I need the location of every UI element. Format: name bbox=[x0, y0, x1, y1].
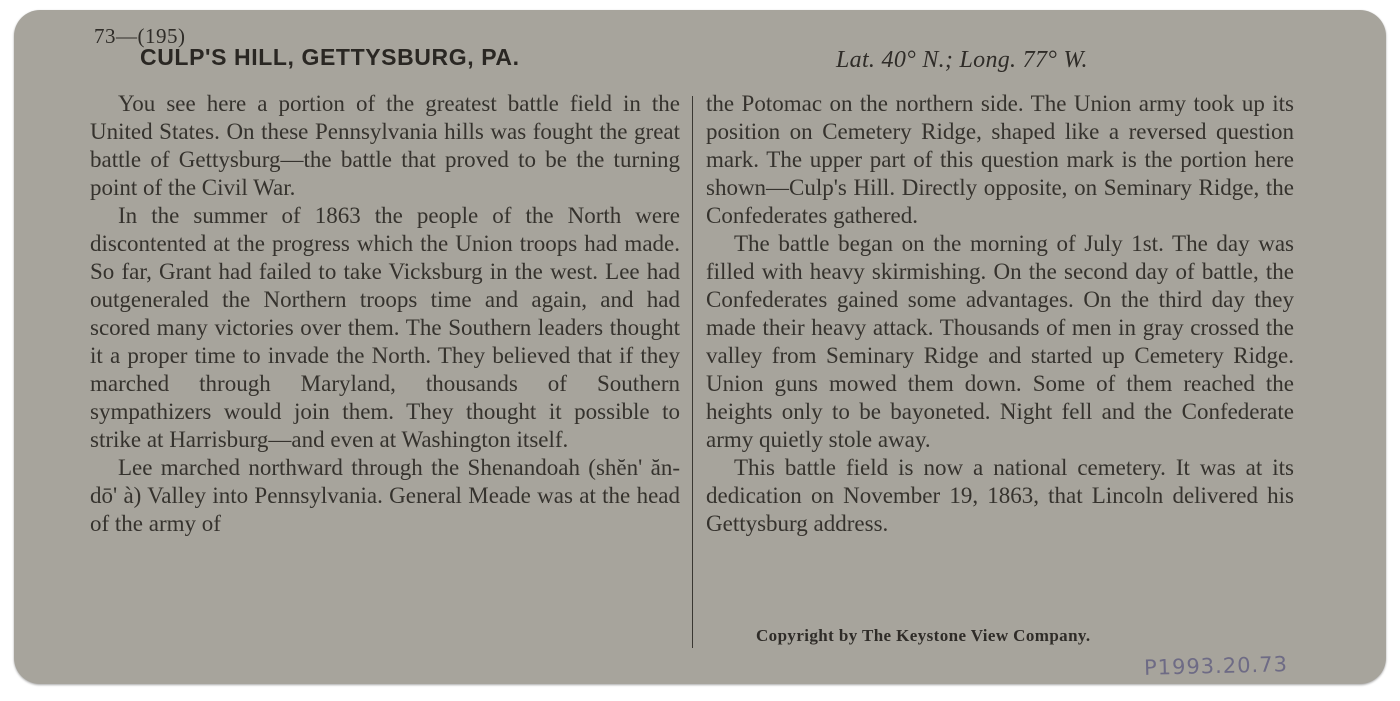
stereograph-card-back bbox=[14, 10, 1386, 684]
card-number: 73—(195) bbox=[94, 24, 186, 48]
catalog-number: P1993.20.73 bbox=[1143, 652, 1289, 680]
paragraph: This battle field is now a national cemetery. It was at its dedication on November 19, 1863, that Lincoln delivered his Gettysburg address. bbox=[706, 455, 1294, 536]
copyright-notice: Copyright by The Keystone View Company. bbox=[756, 626, 1091, 645]
column-divider bbox=[692, 96, 693, 648]
paragraph: In the summer of 1863 the people of the North were discontented at the progress which the Union troops had made. So far, Grant had failed to take Vicksburg in the west. Lee had outgeneraled the Northern troops time and again, and had scored many victories over them. The Southern leaders thought it a proper time to invade the North. They believed that if they marched through Maryland, thousands of Southern sympathizers would join them. They thought it possible to strike at Harrisburg—and even at Washington itself. bbox=[90, 203, 680, 452]
coordinates: Lat. 40° N.; Long. 77° W. bbox=[836, 47, 1088, 73]
paragraph: You see here a portion of the greatest battle field in the United States. On these Pennsylvania hills was fought the great battle of Gettysburg—the battle that proved to be the turning point of the Civil War. bbox=[90, 91, 680, 200]
right-column bbox=[706, 90, 1294, 538]
card-title: CULP'S HILL, GETTYSBURG, PA. bbox=[140, 44, 520, 70]
left-column bbox=[90, 90, 680, 538]
paragraph-continuation: the Potomac on the northern side. The Union army took up its position on Cemetery Ridge, shaped like a reversed question mark. The upper part of this question mark is the portion here shown—Culp's Hill. Directly opposite, on Seminary Ridge, the Confederates gathered. bbox=[706, 91, 1294, 228]
paragraph: The battle began on the morning of July 1st. The day was filled with heavy skirmishing. On the second day of battle, the Confederates gained some advantages. On the third day they made their heavy attack. Thousands of men in gray crossed the valley from Seminary Ridge and started up Cemetery Ridge. Union guns mowed them down. Some of them reached the heights only to be bayoneted. Night fell and the Confederate army quietly stole away. bbox=[706, 231, 1294, 452]
paragraph: Lee marched northward through the Shenandoah (shĕn' ăn-dō' à) Valley into Pennsylvania. General Meade was at the head of the army of bbox=[90, 455, 680, 536]
